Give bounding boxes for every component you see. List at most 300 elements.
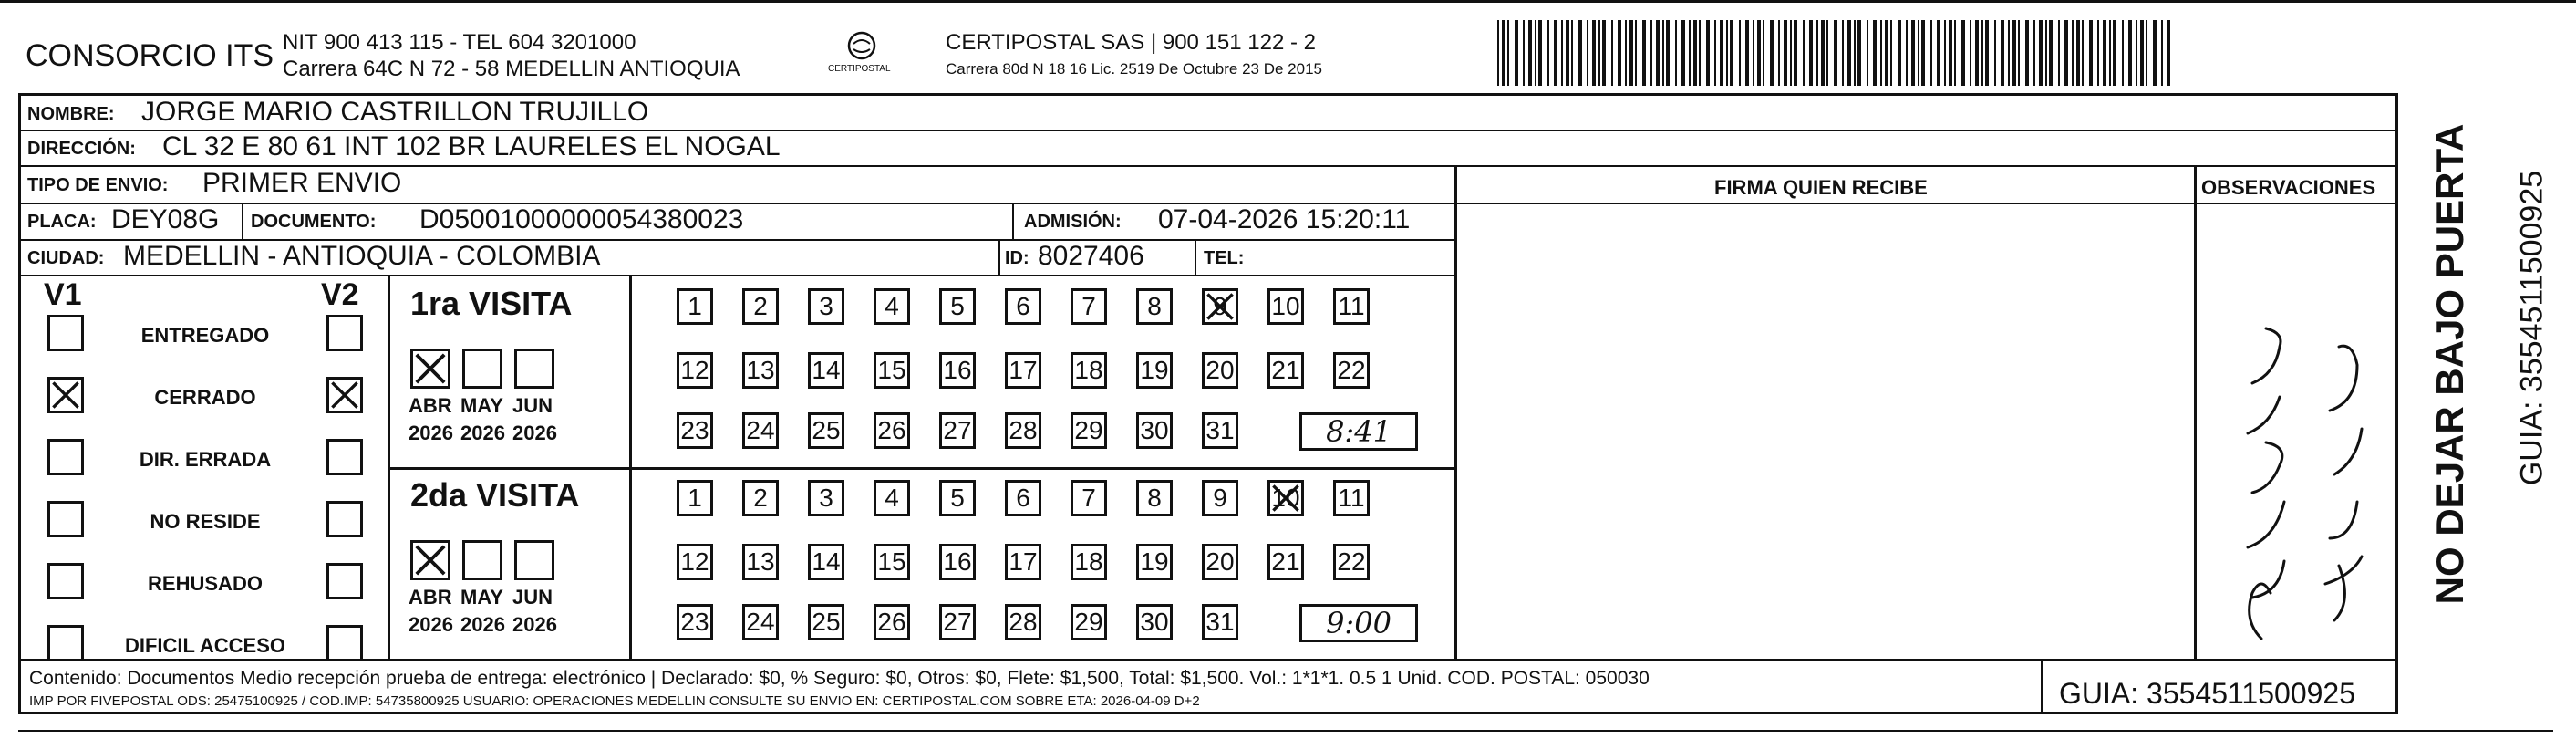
barcode-bar: [1906, 20, 1908, 86]
footer-line1: Contenido: Documentos Medio recepción prueba de entrega: electrónico | Declarado: $0, % Seguro: $0, Otros: $0, Flete: $1,500, Total: $1,500. Vol.: 1*1*1. 0.5 1 Unid. COD. POSTAL: 050030: [29, 668, 1650, 689]
visit-day-number: 29: [1074, 416, 1103, 444]
barcode-bar: [2109, 20, 2111, 86]
barcode-bar: [2076, 20, 2080, 86]
visit-day-box[interactable]: [939, 480, 976, 516]
status-v1-checkbox[interactable]: [47, 377, 84, 413]
barcode-bar: [1502, 20, 1505, 86]
visit-day-box[interactable]: [1202, 412, 1238, 449]
x-mark-icon: [50, 380, 81, 411]
barcode-bar: [1753, 20, 1754, 86]
visit-day-number: 1: [688, 484, 702, 512]
barcode-bar: [2033, 20, 2035, 86]
visit-month-checkbox[interactable]: [462, 540, 502, 580]
barcode-bar: [1826, 20, 1828, 86]
visit-day-number: 14: [812, 547, 841, 576]
visit-day-box[interactable]: [939, 412, 976, 449]
id-label: ID:: [1005, 248, 1029, 268]
barcode-bar: [1675, 20, 1677, 86]
barcode-bar: [1497, 20, 1499, 86]
visit-day-box[interactable]: [1202, 352, 1238, 389]
barcode-bar: [1745, 20, 1749, 86]
visit-day-number: 4: [885, 484, 899, 512]
barcode-bar: [1757, 20, 1761, 86]
v2-label: V2: [321, 277, 359, 312]
visit-month-checkbox[interactable]: [462, 349, 502, 389]
company-name: CONSORCIO ITS: [26, 38, 274, 73]
barcode-bar: [2072, 20, 2074, 86]
visit-day-number: 15: [877, 547, 906, 576]
visit-day-box[interactable]: [939, 544, 976, 580]
visit-day-number: 8: [1147, 292, 1162, 320]
visit-day-box[interactable]: [808, 544, 844, 580]
visit-day-number: 24: [746, 416, 775, 444]
visit-day-box[interactable]: [1267, 480, 1304, 516]
visit-day-number: 5: [950, 484, 965, 512]
status-label: CERRADO: [154, 386, 256, 409]
barcode-bar: [2001, 20, 2004, 86]
barcode-bar: [1921, 20, 1925, 86]
certipostal-info-line1: CERTIPOSTAL SAS | 900 151 122 - 2: [946, 30, 1316, 55]
visit-day-number: 3: [819, 484, 833, 512]
status-v1-checkbox[interactable]: [47, 625, 84, 661]
barcode-bar: [1598, 20, 1600, 86]
barcode-bar: [1515, 20, 1518, 86]
documento-label: DOCUMENTO:: [251, 212, 377, 232]
visit-day-box[interactable]: [1005, 288, 1041, 325]
tipo-envio-label: TIPO DE ENVIO:: [27, 175, 169, 195]
visit-day-number: 15: [877, 356, 906, 384]
side-guia-text: GUIA: 3554511500925: [2514, 170, 2550, 486]
status-label: ENTREGADO: [140, 324, 270, 347]
barcode-bar: [1778, 20, 1780, 86]
status-label: DIR. ERRADA: [139, 448, 272, 471]
visit-day-number: 28: [1009, 416, 1038, 444]
visit-day-number: 25: [812, 416, 841, 444]
visit-day-box[interactable]: [874, 544, 910, 580]
visit-day-box[interactable]: [677, 352, 713, 389]
barcode-bar: [1625, 20, 1627, 86]
status-v2-checkbox[interactable]: [326, 563, 363, 599]
barcode-bar: [1650, 20, 1652, 86]
barcode-bar: [1538, 20, 1542, 86]
visit-day-number: 1: [688, 292, 702, 320]
status-v1-checkbox[interactable]: [47, 563, 84, 599]
status-label: DIFICIL ACCESO: [124, 634, 285, 657]
visit-day-box[interactable]: [808, 352, 844, 389]
visit-day-box[interactable]: [1005, 480, 1041, 516]
barcode-bar: [1790, 20, 1792, 86]
status-v2-checkbox[interactable]: [326, 625, 363, 661]
barcode-bar: [1726, 20, 1728, 86]
visit-day-number: 19: [1140, 356, 1169, 384]
barcode-bar: [1809, 20, 1813, 86]
visit-day-box[interactable]: [874, 412, 910, 449]
visit-day-box[interactable]: [742, 352, 779, 389]
visit-day-box[interactable]: [742, 604, 779, 640]
visit-day-box[interactable]: [1202, 480, 1238, 516]
visit-day-number: 5: [950, 292, 965, 320]
barcode-bar: [1949, 20, 1952, 86]
status-v2-checkbox[interactable]: [326, 501, 363, 537]
barcode-bar: [1867, 20, 1868, 86]
visit-month-label: ABR: [409, 394, 452, 417]
barcode-bar: [1547, 20, 1549, 86]
barcode-bar: [1699, 20, 1701, 86]
barcode-bar: [1693, 20, 1697, 86]
visit-day-box[interactable]: [1136, 544, 1173, 580]
barcode-bar: [1981, 20, 1983, 86]
barcode-bar: [1523, 20, 1525, 86]
visit-day-box[interactable]: [677, 480, 713, 516]
visit-day-number: 17: [1009, 547, 1038, 576]
visit-day-box[interactable]: [808, 604, 844, 640]
firma-label: FIRMA QUIEN RECIBE: [1714, 176, 1928, 199]
visit-day-box[interactable]: [1136, 412, 1173, 449]
visit-day-box[interactable]: [1005, 604, 1041, 640]
no-dejar-text: NO DEJAR BAJO PUERTA: [2428, 123, 2471, 605]
barcode-bar: [2097, 20, 2099, 86]
barcode-bar: [1847, 20, 1851, 86]
visit-day-box[interactable]: [677, 288, 713, 325]
barcode-bar: [1763, 20, 1764, 86]
visit-day-box[interactable]: [1005, 352, 1041, 389]
barcode: [1497, 20, 2177, 86]
barcode-bar: [2140, 20, 2144, 86]
nombre-label: NOMBRE:: [27, 104, 115, 124]
barcode-bar: [1784, 20, 1787, 86]
visit-day-number: 22: [1337, 547, 1366, 576]
barcode-bar: [1656, 20, 1660, 86]
visit-month-label: JUN: [512, 394, 553, 417]
visit-day-number: 18: [1074, 547, 1103, 576]
barcode-bar: [1937, 20, 1940, 86]
visit1-title: 1ra VISITA: [410, 285, 573, 322]
visit-year-label: 2026: [409, 613, 453, 636]
visit-time-handwritten: 8:41: [1299, 412, 1418, 451]
visit-year-label: 2026: [512, 613, 557, 636]
visit-day-number: 7: [1081, 484, 1096, 512]
visit-day-number: 2: [753, 484, 768, 512]
barcode-bar: [1739, 20, 1741, 86]
barcode-bar: [1706, 20, 1710, 86]
visit-month-label: MAY: [460, 586, 503, 609]
visit-day-number: 22: [1337, 356, 1366, 384]
logo-text: CERTIPOSTAL: [828, 64, 891, 74]
barcode-bar: [2039, 20, 2043, 86]
direccion-value: CL 32 E 80 61 INT 102 BR LAURELES EL NOGAL: [162, 131, 781, 161]
visit-day-number: 23: [680, 608, 709, 636]
barcode-bar: [1578, 20, 1582, 86]
barcode-bar: [1714, 20, 1716, 86]
barcode-bar: [1985, 20, 1989, 86]
barcode-bar: [1857, 20, 1861, 86]
barcode-bar: [1885, 20, 1888, 86]
admision-label: ADMISIÓN:: [1024, 212, 1122, 232]
barcode-bar: [1602, 20, 1606, 86]
visit-day-box[interactable]: [677, 544, 713, 580]
visit-month-label: ABR: [409, 586, 452, 609]
visit-day-box[interactable]: [874, 288, 910, 325]
visit-day-box[interactable]: [1267, 544, 1304, 580]
visit-day-box[interactable]: [1267, 288, 1304, 325]
visit2-title: 2da VISITA: [410, 476, 580, 514]
documento-value: D05001000000054380023: [419, 204, 744, 234]
barcode-bar: [1507, 20, 1509, 86]
barcode-bar: [2103, 20, 2106, 86]
barcode-bar: [1944, 20, 1946, 86]
visit-day-box[interactable]: [742, 288, 779, 325]
visit-day-number: 23: [680, 416, 709, 444]
barcode-bar: [2012, 20, 2016, 86]
barcode-bar: [1681, 20, 1685, 86]
visit-day-number: 30: [1140, 608, 1169, 636]
certipostal-logo: [821, 27, 903, 82]
visit-day-box[interactable]: [1005, 412, 1041, 449]
visit-day-number: 16: [943, 547, 972, 576]
visit-day-box[interactable]: [1333, 352, 1370, 389]
barcode-bar: [1880, 20, 1882, 86]
tel-label: TEL:: [1204, 248, 1245, 268]
barcode-bar: [1918, 20, 1919, 86]
barcode-bar: [2008, 20, 2010, 86]
barcode-bar: [2122, 20, 2124, 86]
barcode-bar: [2161, 20, 2163, 86]
company-info-line1: NIT 900 413 115 - TEL 604 3201000: [283, 30, 636, 55]
visit-day-box[interactable]: [1071, 352, 1107, 389]
ciudad-value: MEDELLIN - ANTIOQUIA - COLOMBIA: [123, 241, 601, 271]
visit-day-number: 25: [812, 608, 841, 636]
visit-day-box[interactable]: [939, 604, 976, 640]
visit-day-box[interactable]: [808, 412, 844, 449]
barcode-bar: [1794, 20, 1797, 86]
visit-day-number: 28: [1009, 608, 1038, 636]
visit-day-number: 10: [1271, 484, 1300, 512]
visit-day-number: 12: [680, 356, 709, 384]
visit-day-number: 26: [877, 608, 906, 636]
visit-day-box[interactable]: [1136, 288, 1173, 325]
barcode-bar: [1629, 20, 1633, 86]
barcode-bar: [1770, 20, 1774, 86]
visit-day-box[interactable]: [1136, 604, 1173, 640]
x-mark-icon: [413, 543, 448, 578]
visit-year-label: 2026: [460, 613, 505, 636]
barcode-bar: [2113, 20, 2116, 86]
barcode-bar: [2058, 20, 2060, 86]
visit-day-number: 4: [885, 292, 899, 320]
placa-value: DEY08G: [111, 204, 220, 234]
visit-day-box[interactable]: [677, 412, 713, 449]
visit-month-checkbox[interactable]: [410, 349, 450, 389]
barcode-bar: [1689, 20, 1691, 86]
x-mark-icon: [329, 380, 360, 411]
certipostal-info-line2: Carrera 80d N 18 16 Lic. 2519 De Octubre 23 De 2015: [946, 60, 1322, 78]
visit-day-box[interactable]: [1071, 288, 1107, 325]
barcode-bar: [1635, 20, 1637, 86]
barcode-bar: [1873, 20, 1877, 86]
visit-day-box[interactable]: [1202, 544, 1238, 580]
barcode-bar: [1854, 20, 1856, 86]
visit-day-box[interactable]: [1333, 480, 1370, 516]
v1-label: V1: [44, 277, 82, 312]
nombre-value: JORGE MARIO CASTRILLON TRUJILLO: [141, 97, 649, 127]
barcode-bar: [1821, 20, 1825, 86]
barcode-bar: [2136, 20, 2137, 86]
visit-day-number: 11: [1338, 484, 1365, 512]
barcode-bar: [1642, 20, 1646, 86]
barcode-bar: [1954, 20, 1956, 86]
visit-day-number: 24: [746, 608, 775, 636]
visit-day-box[interactable]: [874, 604, 910, 640]
visit-day-box[interactable]: [1071, 604, 1107, 640]
barcode-bar: [1975, 20, 1979, 86]
barcode-bar: [1662, 20, 1664, 86]
barcode-bar: [1994, 20, 1996, 86]
barcode-bar: [1528, 20, 1532, 86]
barcode-bar: [2153, 20, 2157, 86]
barcode-bar: [1666, 20, 1670, 86]
barcode-bar: [2064, 20, 2068, 86]
ciudad-label: CIUDAD:: [27, 248, 105, 268]
visit-day-box[interactable]: [1202, 288, 1238, 325]
visit-day-number: 13: [746, 356, 775, 384]
barcode-bar: [1561, 20, 1563, 86]
barcode-bar: [1834, 20, 1837, 86]
footer-guia: GUIA: 3554511500925: [2059, 677, 2355, 710]
barcode-bar: [2082, 20, 2084, 86]
visit-day-number: 14: [812, 356, 841, 384]
visit-day-number: 31: [1205, 416, 1235, 444]
barcode-bar: [2128, 20, 2132, 86]
visit-day-number: 11: [1338, 292, 1365, 320]
visit-day-number: 3: [819, 292, 833, 320]
id-value: 8027406: [1038, 241, 1144, 271]
tipo-envio-value: PRIMER ENVIO: [202, 168, 402, 198]
barcode-bar: [1554, 20, 1557, 86]
visit-year-label: 2026: [460, 422, 505, 444]
barcode-bar: [1970, 20, 1971, 86]
status-label: NO RESIDE: [150, 510, 261, 533]
visit-day-box[interactable]: [1136, 352, 1173, 389]
visit-day-number: 31: [1205, 608, 1235, 636]
company-info-line2: Carrera 64C N 72 - 58 MEDELLIN ANTIOQUIA: [283, 57, 740, 81]
barcode-bar: [2089, 20, 2093, 86]
barcode-bar: [1720, 20, 1723, 86]
visit-day-number: 21: [1271, 356, 1300, 384]
visit-day-box[interactable]: [808, 288, 844, 325]
visit-day-box[interactable]: [1333, 544, 1370, 580]
visit-time-handwritten: 9:00: [1299, 604, 1418, 642]
visit-day-box[interactable]: [1333, 288, 1370, 325]
barcode-bar: [1587, 20, 1588, 86]
barcode-bar: [1535, 20, 1536, 86]
handwritten-observation: [2198, 237, 2398, 657]
status-v1-checkbox[interactable]: [47, 315, 84, 351]
placa-label: PLACA:: [27, 212, 97, 232]
status-v1-checkbox[interactable]: [47, 501, 84, 537]
barcode-bar: [1961, 20, 1965, 86]
barcode-bar: [1803, 20, 1805, 86]
visit-day-number: 7: [1081, 292, 1096, 320]
status-label: REHUSADO: [148, 572, 263, 595]
visit-day-number: 27: [943, 608, 972, 636]
visit-day-box[interactable]: [939, 352, 976, 389]
visit-day-number: 20: [1205, 356, 1235, 384]
observaciones-label: OBSERVACIONES: [2201, 176, 2376, 199]
barcode-bar: [1566, 20, 1569, 86]
visit-month-checkbox[interactable]: [410, 540, 450, 580]
direccion-label: DIRECCIÓN:: [27, 139, 136, 159]
visit-day-box[interactable]: [1267, 352, 1304, 389]
visit-day-number: 29: [1074, 608, 1103, 636]
visit-day-number: 6: [1016, 292, 1030, 320]
x-mark-icon: [1270, 483, 1301, 514]
visit-day-number: 9: [1213, 484, 1227, 512]
visit-day-box[interactable]: [1071, 544, 1107, 580]
visit-day-box[interactable]: [939, 288, 976, 325]
status-v2-checkbox[interactable]: [326, 439, 363, 475]
visit-day-number: 18: [1074, 356, 1103, 384]
barcode-bar: [1571, 20, 1573, 86]
admision-value: 07-04-2026 15:20:11: [1158, 204, 1411, 234]
visit-day-number: 9: [1213, 292, 1227, 320]
side-text-box: [2400, 96, 2550, 643]
visit-day-box[interactable]: [1202, 604, 1238, 640]
visit-day-number: 10: [1271, 292, 1300, 320]
visit-day-number: 8: [1147, 484, 1162, 512]
visit-day-number: 17: [1009, 356, 1038, 384]
visit-day-number: 21: [1271, 547, 1300, 576]
barcode-bar: [2018, 20, 2020, 86]
barcode-bar: [2025, 20, 2029, 86]
visit-day-number: 26: [877, 416, 906, 444]
barcode-bar: [1842, 20, 1844, 86]
x-mark-icon: [413, 351, 448, 386]
x-mark-icon: [1205, 291, 1236, 322]
visit-day-box[interactable]: [1071, 412, 1107, 449]
visit-day-box[interactable]: [1136, 480, 1173, 516]
barcode-bar: [1911, 20, 1915, 86]
visit-day-box[interactable]: [874, 480, 910, 516]
status-v2-checkbox[interactable]: [326, 315, 363, 351]
barcode-bar: [2049, 20, 2053, 86]
visit-day-box[interactable]: [742, 480, 779, 516]
barcode-bar: [1592, 20, 1596, 86]
status-v1-checkbox[interactable]: [47, 439, 84, 475]
visit-day-box[interactable]: [874, 352, 910, 389]
visit-day-box[interactable]: [1071, 480, 1107, 516]
visit-day-number: 27: [943, 416, 972, 444]
visit-day-number: 19: [1140, 547, 1169, 576]
visit-day-box[interactable]: [808, 480, 844, 516]
visit-day-box[interactable]: [742, 412, 779, 449]
visit-day-number: 12: [680, 547, 709, 576]
footer-line2: IMP POR FIVEPOSTAL ODS: 25475100925 / COD.IMP: 54735800925 USUARIO: OPERACIONES MEDELLIN CONSULTE SU ENVIO EN: CERTIPOSTAL.COM SOBRE ETA: 2026-04-09 D+2: [29, 693, 1200, 709]
visit-day-number: 20: [1205, 547, 1235, 576]
visit-month-checkbox[interactable]: [514, 540, 554, 580]
barcode-bar: [2167, 20, 2170, 86]
status-v2-checkbox[interactable]: [326, 377, 363, 413]
visit-month-checkbox[interactable]: [514, 349, 554, 389]
barcode-bar: [2045, 20, 2047, 86]
visit-year-label: 2026: [512, 422, 557, 444]
visit-day-number: 13: [746, 547, 775, 576]
barcode-bar: [1890, 20, 1892, 86]
visit-day-box[interactable]: [677, 604, 713, 640]
barcode-bar: [1618, 20, 1621, 86]
visit-day-number: 16: [943, 356, 972, 384]
visit-day-box[interactable]: [742, 544, 779, 580]
visit-day-box[interactable]: [1005, 544, 1041, 580]
